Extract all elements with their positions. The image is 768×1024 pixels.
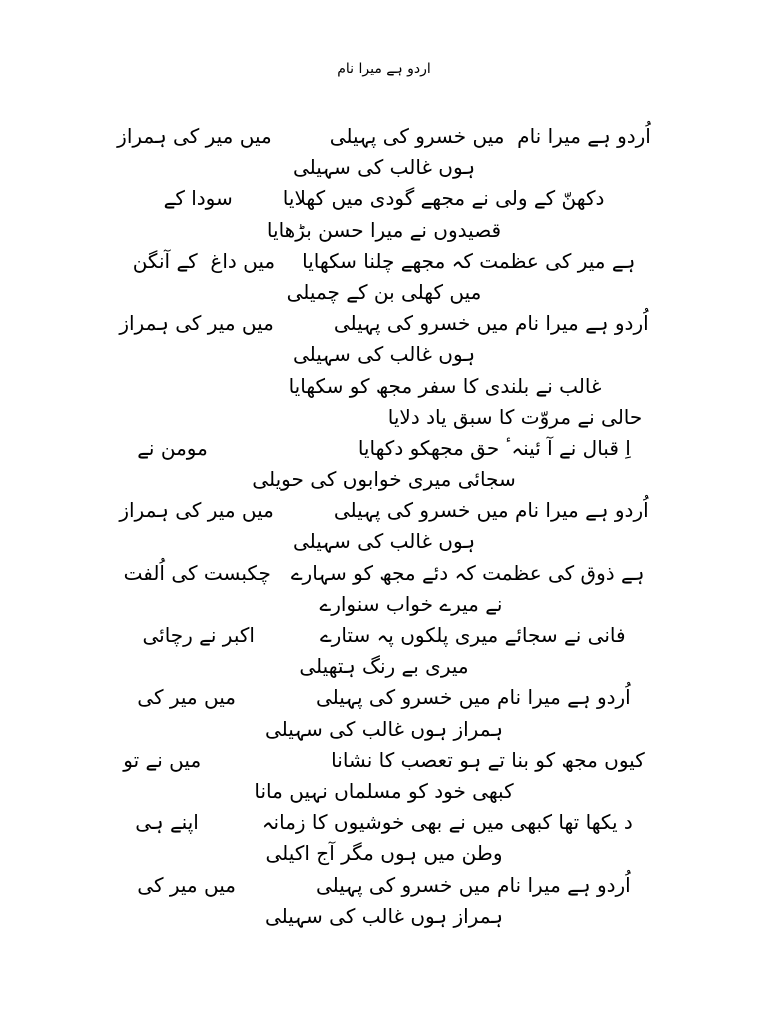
poem-line-text: میں میر کی	[137, 685, 236, 710]
poem-line-text: میں نے تو	[123, 747, 202, 772]
poem-line-text: ہوں غالب کی سہیلی	[292, 529, 476, 554]
poem-line-text: د یکھا تھا کبھی میں نے بھی خوشیوں کا زمانہ	[261, 810, 633, 835]
poem-line-text: حالی نے مروّت کا سبق یاد دلایا	[387, 404, 643, 429]
poem-line	[0, 433, 768, 464]
poem-line-text: ہے ذوق کی عظمت کہ دئے مجھ کو سہارے	[290, 560, 645, 585]
poem-line-text: کیوں مجھ کو بنا تے ہو تعصب کا نشانا	[331, 747, 645, 772]
poem-line-text: فانی نے سجائے میری پلکوں پہ ستارے	[319, 623, 626, 647]
poem-line	[0, 714, 768, 745]
poem-line-text: سجائی میری خوابوں کی حویلی	[252, 467, 516, 492]
poem-line	[0, 838, 768, 869]
poem-line-text: وطن میں ہوں مگر آج اکیلی	[265, 841, 503, 866]
poem-line-text: میں میر کی	[137, 872, 236, 897]
poem-line-text: ہوں غالب کی سہیلی	[292, 155, 476, 180]
poem-line	[0, 558, 768, 589]
poem-line	[0, 620, 768, 651]
poem-line-text: اِ قبال نے آ ئینہٴ حق مجھکو دکھایا	[357, 435, 631, 460]
poem-line	[0, 745, 768, 776]
poem-line-text: میں کھلی بن کے چمیلی	[286, 279, 482, 304]
poem-line	[0, 246, 768, 277]
poem-line-text: ہمراز ہوں غالب کی سہیلی	[265, 716, 503, 741]
poem-line-text: غالب نے بلندی کا سفر مجھ کو سکھایا	[288, 373, 602, 398]
poem-line-text: قصیدوں نے میرا حسن بڑھایا	[266, 217, 502, 242]
poem-line	[0, 183, 768, 214]
poem-line	[0, 308, 768, 339]
poem-line	[0, 464, 768, 495]
poem-line-text: اُردو ہے میرا نام میں خسرو کی پہیلی	[315, 872, 631, 897]
poem-body	[0, 121, 768, 932]
poem-line-text: میں داغ کے آنگن	[132, 248, 276, 273]
poem-line-text: مومن نے	[137, 435, 208, 460]
page-title: اردو ہے میرا نام	[337, 61, 431, 77]
poem-line-text: میں میر کی ہمراز	[119, 498, 274, 523]
poem-line-text: اُردو ہے میرا نام میں خسرو کی پہیلی	[329, 124, 651, 148]
poem-line-text: چکبست کی اُلفت	[123, 560, 271, 585]
poem-line	[0, 121, 768, 152]
poem-line	[0, 215, 768, 246]
poem-line	[0, 402, 768, 433]
poem-line-text: اُردو ہے میرا نام میں خسرو کی پہیلی	[333, 498, 649, 523]
poem-line-text: کبھی خود کو مسلماں نہیں مانا	[254, 778, 514, 803]
poem-line-text: اکبر نے رچائی	[142, 623, 255, 647]
poem-line-text: میری بے رنگ ہتھیلی	[299, 654, 469, 679]
poem-line-text: ہوں غالب کی سہیلی	[292, 342, 476, 367]
poem-line	[0, 870, 768, 901]
poem-line-text: دکھنّ کے ولی نے مجھے گودی میں کھلایا	[282, 186, 605, 211]
poem-line	[0, 339, 768, 370]
poem-line-text: اپنے ہی	[135, 810, 199, 835]
poem-line	[0, 682, 768, 713]
poem-line	[0, 526, 768, 557]
poem-line	[0, 152, 768, 183]
poem-line	[0, 901, 768, 932]
poem-line	[0, 277, 768, 308]
poem-line	[0, 776, 768, 807]
poem-line-text: ہے میر کی عظمت کہ مجھے چلنا سکھایا	[302, 248, 636, 273]
poem-line-text: میں میر کی ہمراز	[117, 124, 272, 148]
poem-line	[0, 589, 768, 620]
poem-line-text: سودا کے	[163, 186, 233, 211]
poem-line-text: میں میر کی ہمراز	[119, 311, 274, 336]
poem-line-text: ہمراز ہوں غالب کی سہیلی	[265, 903, 503, 928]
poem-line-text: اُردو ہے میرا نام میں خسرو کی پہیلی	[315, 685, 631, 710]
poem-line	[0, 495, 768, 526]
poem-line	[0, 651, 768, 682]
poem-line-text: اُردو ہے میرا نام میں خسرو کی پہیلی	[333, 311, 649, 336]
poem-line	[0, 371, 768, 402]
poem-line-text: نے میرے خواب سنوارے	[319, 591, 503, 616]
poem-line	[0, 807, 768, 838]
